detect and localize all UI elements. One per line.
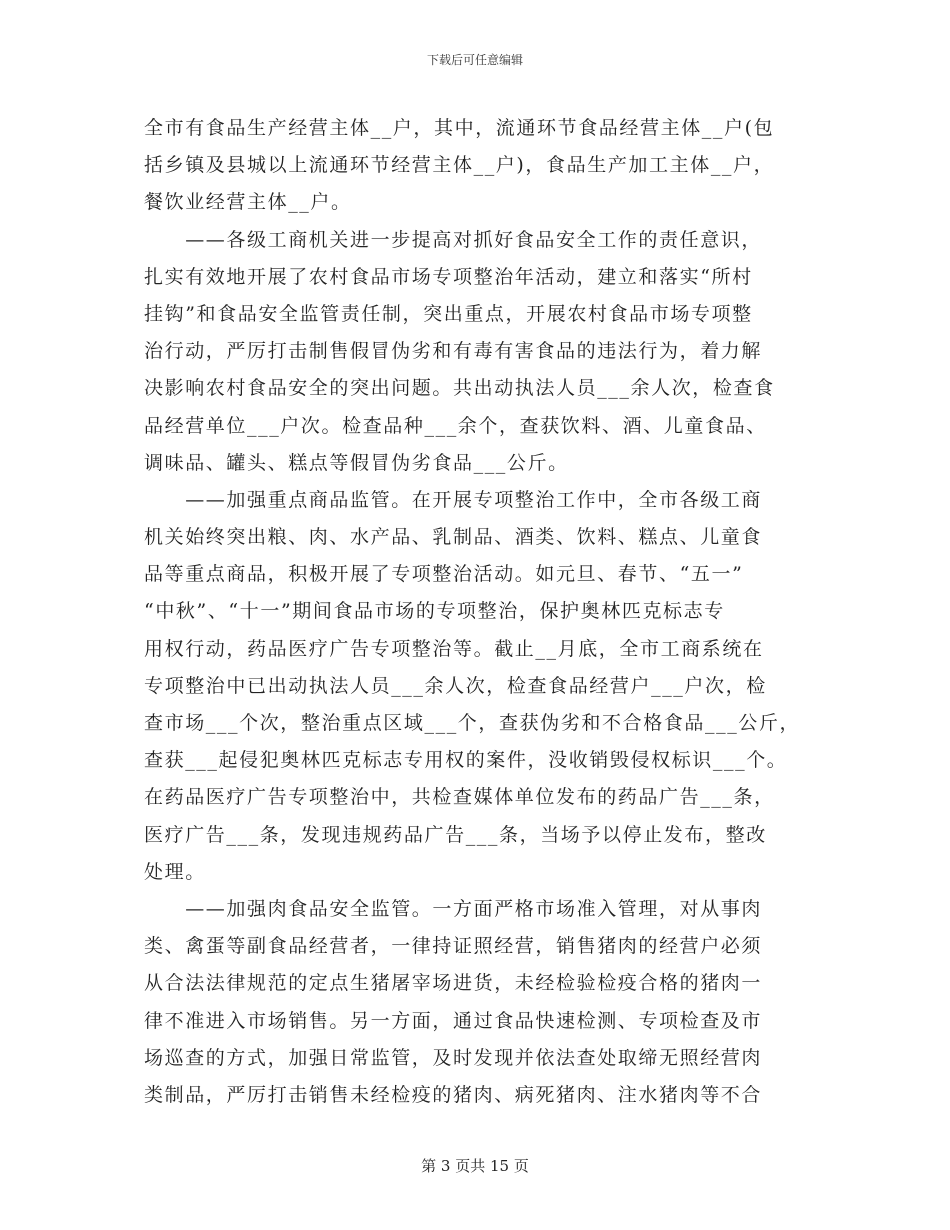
text-line: 用权行动，药品医疗广告专项整治等。截止__月底，全市工商系统在 [144,637,764,660]
text-line: 类、禽蛋等副食品经营者，一律持证照经营，销售猪肉的经营户必须 [144,935,763,958]
text-line: ——各级工商机关进一步提高对抓好食品安全工作的责任意识， [144,228,763,251]
text-line: 场巡查的方式，加强日常监管，及时发现并依法查处取缔无照经营肉 [144,1046,763,1069]
text-line: 全市有食品生产经营主体__户，其中，流通环节食品经营主体__户(包 [144,117,775,139]
text-line: 括乡镇及县城以上流通环节经营主体__户)，食品生产加工主体__户， [144,154,775,177]
text-line: 从合法法律规范的定点生猪屠宰场进货，未经检验检疫合格的猪肉一 [144,972,763,995]
text-line: ——加强重点商品监管。在开展专项整治工作中，全市各级工商 [144,488,763,511]
text-line: 挂钩”和食品安全监管责任制，突出重点，开展农村食品市场专项整 [144,302,753,325]
text-line: 品等重点商品，积极开展了专项整治活动。如元旦、春节、“五一” [144,563,744,586]
text-line: 类制品，严厉打击销售未经检疫的猪肉、病死猪肉、注水猪肉等不合 [144,1083,763,1106]
text-line: 在药品医疗广告专项整治中，共检查媒体单位发布的药品广告___条， [144,786,775,809]
text-line: 查获___起侵犯奥林匹克标志专用权的案件，没收销毁侵权标识___个。 [144,749,788,772]
page-footer: 第 3 页共 15 页 [421,1157,529,1175]
text-line: 调味品、罐头、糕点等假冒伪劣食品___公斤。 [144,451,569,474]
text-line: 扎实有效地开展了农村食品市场专项整治年活动，建立和落实“所村 [144,265,753,288]
text-line: 专项整治中已出动执法人员___余人次，检查食品经营户___户次，检 [144,674,767,697]
text-line: 医疗广告___条，发现违规药品广告___条，当场予以停止发布，整改 [144,823,767,846]
text-line: 决影响农村食品安全的突出问题。共出动执法人员___余人次，检查食 [144,377,775,400]
text-line: 查市场___个次，整治重点区域___个，查获伪劣和不合格食品___公斤， [144,712,801,734]
text-line: 处理。 [144,860,206,883]
text-line: 治行动，严厉打击制售假冒伪劣和有毒有害食品的违法行为，着力解 [144,340,763,363]
page-header: 下载后可任意编辑 [426,53,523,67]
text-line: 律不准进入市场销售。另一方面，通过食品快速检测、专项检查及市 [144,1009,763,1032]
text-line: 机关始终突出粮、肉、水产品、乳制品、酒类、饮料、糕点、儿童食 [144,526,763,549]
text-line: ——加强肉食品安全监管。一方面严格市场准入管理，对从事肉 [144,897,763,920]
text-line: “中秋”、“十一”期间食品市场的专项整治，保护奥林匹克标志专 [144,600,725,623]
document-body [144,110,808,1114]
text-line: 品经营单位___户次。检查品种___余个，查获饮料、酒、儿童食品、 [144,414,767,437]
text-line: 餐饮业经营主体__户。 [144,191,352,214]
